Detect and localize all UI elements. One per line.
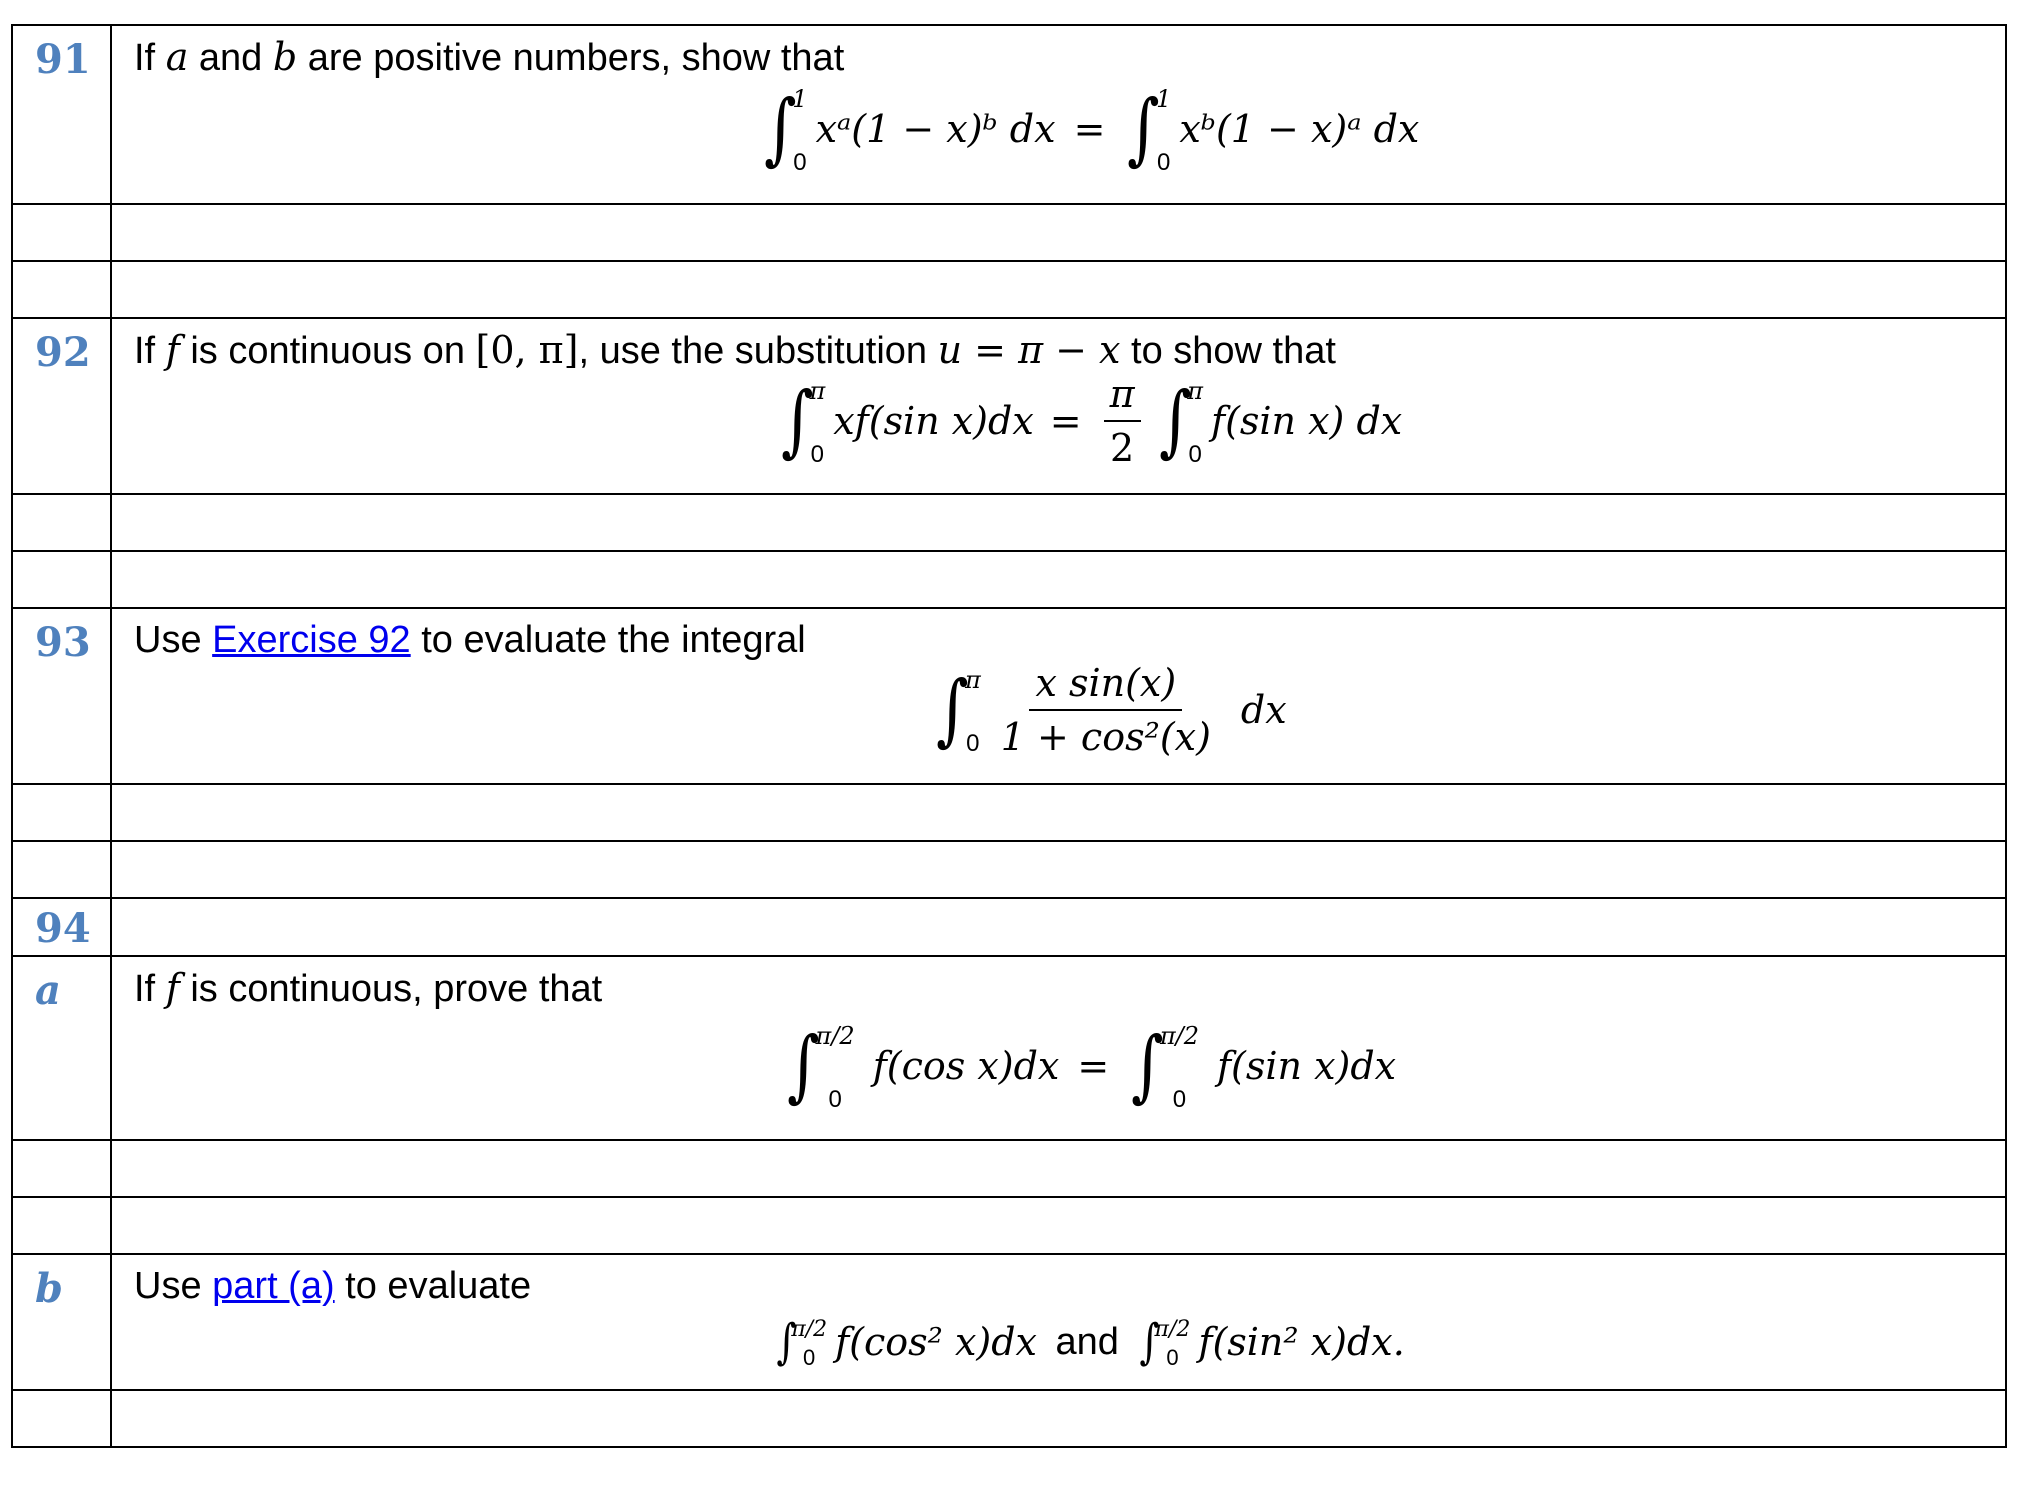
answer-row (12, 841, 2006, 898)
answer-cell[interactable] (111, 494, 2006, 551)
integral-sign: ∫ π/2 0 (1131, 1021, 1199, 1113)
lower-limit: 0 (793, 149, 807, 176)
upper-limit: 1 (1156, 85, 1172, 113)
exercise-93-row (12, 608, 2006, 784)
display-equation (174, 81, 2005, 177)
display-equation (174, 1313, 2005, 1371)
exercise-92-row (12, 318, 2006, 494)
fraction-denominator: 2 (1110, 426, 1135, 470)
prompt-text: is continuous on (179, 330, 476, 372)
answer-cell[interactable] (111, 551, 2006, 608)
upper-limit: π/2 (1159, 1022, 1199, 1050)
prompt-text: are positive numbers, show that (297, 37, 845, 79)
integrand: xᵃ(1 − x)ᵇ dx (815, 107, 1056, 151)
prompt-text: If (134, 37, 166, 79)
answer-cell[interactable] (111, 784, 2006, 841)
exercise-94b-body (111, 1254, 2006, 1390)
answer-cell[interactable] (111, 261, 2006, 318)
exercise-table (11, 24, 2007, 1448)
prompt-text: Use (134, 1265, 213, 1307)
upper-limit: π/2 (791, 1317, 828, 1342)
integrand: f(sin² x)dx. (1198, 1320, 1405, 1364)
exercise-prompt (134, 327, 2005, 374)
upper-limit: 1 (792, 85, 808, 113)
variable-b: b (272, 35, 298, 79)
prompt-text: to evaluate (334, 1265, 532, 1307)
exercise-number: 92 (12, 318, 111, 494)
prompt-text: , use the substitution (578, 330, 938, 372)
exercise-number: 93 (12, 608, 111, 784)
answer-row (12, 1140, 2006, 1197)
exercise-94-row (12, 898, 2006, 956)
exercise-sheet (11, 24, 2007, 1469)
exercise-94b-row (12, 1254, 2006, 1390)
integrand: xᵇ(1 − x)ᵃ dx (1179, 107, 1420, 151)
variable-a: a (165, 35, 189, 79)
variable-f: f (165, 966, 180, 1010)
lower-limit: 0 (810, 441, 824, 468)
fraction-denominator: 1 + cos²(x) (1000, 715, 1211, 759)
exercise-number: 91 (12, 25, 111, 204)
integral-sign: ∫ π 0 (936, 665, 981, 757)
exercise-prompt (134, 1263, 2005, 1309)
exercise-92-link[interactable]: Exercise 92 (212, 619, 411, 661)
interval: [0, π] (475, 328, 579, 372)
differential: dx (1240, 688, 1287, 732)
integrand: f(cos² x)dx (835, 1320, 1037, 1364)
answer-row (12, 261, 2006, 318)
exercise-prompt (134, 617, 2005, 663)
answer-row (12, 1197, 2006, 1254)
lower-limit: 0 (803, 1345, 816, 1370)
upper-limit: π/2 (815, 1022, 855, 1050)
equals-sign: = (1073, 107, 1106, 151)
part-letter: b (12, 1254, 111, 1390)
integrand: xf(sin x)dx (833, 399, 1034, 443)
conjunction-text: and (1044, 1320, 1130, 1363)
exercise-prompt (134, 34, 2005, 81)
integrand: f(sin x)dx (1216, 1044, 1397, 1088)
display-equation (174, 1018, 2005, 1114)
upper-limit: π (964, 666, 981, 694)
integral-sign: ∫ 1 0 (763, 84, 808, 176)
integral-sign: ∫ π 0 (780, 376, 826, 468)
exercise-91-body (111, 25, 2006, 204)
variable-f: f (165, 328, 180, 372)
upper-limit: π (809, 377, 826, 405)
answer-row (12, 204, 2006, 261)
prompt-text: If (134, 968, 166, 1010)
part-a-link[interactable]: part (a) (212, 1265, 335, 1307)
exercise-91-row (12, 25, 2006, 204)
lower-limit: 0 (1166, 1345, 1179, 1370)
exercise-93-body (111, 608, 2006, 784)
lower-limit: 0 (828, 1086, 842, 1113)
display-equation (214, 661, 2005, 759)
exercise-number: 94 (12, 898, 111, 956)
integrand: f(cos x)dx (872, 1044, 1060, 1088)
exercise-94a-row (12, 956, 2006, 1140)
prompt-text: is continuous, prove that (179, 968, 603, 1010)
answer-cell[interactable] (111, 1197, 2006, 1254)
answer-row (12, 551, 2006, 608)
upper-limit: π (1187, 377, 1204, 405)
lower-limit: 0 (1157, 149, 1171, 176)
fraction-numerator: x sin(x) (1029, 661, 1182, 711)
part-letter: a (12, 956, 111, 1140)
exercise-92-body (111, 318, 2006, 494)
equals-sign: = (1049, 399, 1082, 443)
lower-limit: 0 (1188, 441, 1202, 468)
equals-sign: = (1077, 1044, 1110, 1088)
prompt-text: Use (134, 619, 213, 661)
display-equation (174, 372, 2005, 470)
exercise-94a-body (111, 956, 2006, 1140)
prompt-text: If (134, 330, 166, 372)
lower-limit: 0 (1172, 1086, 1187, 1113)
prompt-text: to show that (1120, 330, 1336, 372)
exercise-prompt (134, 965, 2005, 1012)
fraction-numerator: π (1104, 372, 1141, 422)
lower-limit: 0 (966, 730, 980, 757)
integrand: f(sin x) dx (1211, 399, 1403, 443)
answer-cell[interactable] (111, 1390, 2006, 1447)
fraction (995, 661, 1217, 759)
integral-sign: ∫ 1 0 (1127, 84, 1172, 176)
answer-cell[interactable] (111, 1140, 2006, 1197)
answer-row (12, 1390, 2006, 1447)
answer-cell[interactable] (111, 204, 2006, 261)
integral-sign: ∫ π/2 0 (1139, 1314, 1191, 1370)
upper-limit: π/2 (1154, 1317, 1191, 1342)
answer-row (12, 494, 2006, 551)
answer-cell[interactable] (111, 841, 2006, 898)
integral-sign: ∫ π/2 0 (786, 1021, 855, 1113)
fraction (1104, 372, 1141, 470)
prompt-text: and (188, 37, 273, 79)
integral-sign: ∫ π/2 0 (776, 1314, 828, 1370)
prompt-text: to evaluate the integral (410, 619, 806, 661)
answer-row (12, 784, 2006, 841)
integral-sign: ∫ π 0 (1158, 376, 1204, 468)
substitution: u = π − x (937, 328, 1121, 372)
